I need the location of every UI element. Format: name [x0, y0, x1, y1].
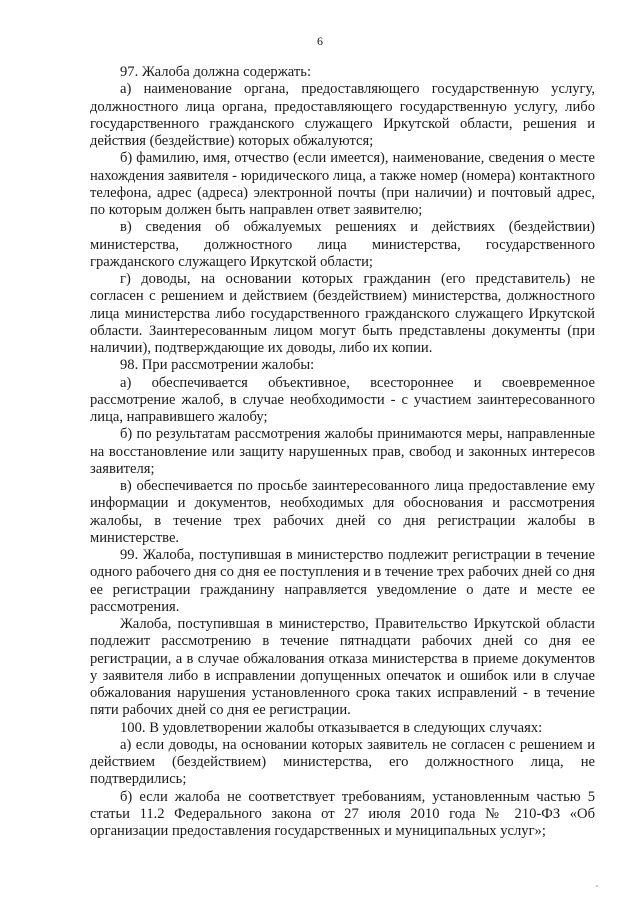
- scan-speck: [596, 885, 598, 887]
- paragraph: Жалоба, поступившая в министерство, Правительство Иркутской области подлежит рассмотрению в течение пятнадцати рабочих дней со дня ее регистрации, а в случае обжалования отказа министерства в приеме документов у заявителя либо в исправлении допущенных опечаток и ошибок или в случае обжалования нарушения установленного срока таких исправлений - в течение пяти рабочих дней со дня ее регистрации.: [90, 616, 595, 719]
- paragraph: 100. В удовлетворении жалобы отказывается в следующих случаях:: [120, 719, 543, 736]
- paragraph: а) наименование органа, предоставляющего государственную услугу, должностного лица органа, предоставляющего государственную услугу, либо государственного гражданского служащего Иркутской области, решения и действия (бездействие) которых обжалуются;: [90, 81, 595, 149]
- paragraph: в) сведения об обжалуемых решениях и действиях (бездействии) министерства, должностного лица министерства, государственного гражданского служащего Иркутской области;: [90, 219, 595, 270]
- paragraph: б) фамилию, имя, отчество (если имеется), наименование, сведения о месте нахождения заявителя - юридического лица, а также номер (номера) контактного телефона, адрес (адреса) электронной почты (при наличии) и почтовый адрес, по которым должен быть направлен ответ заявителю;: [90, 150, 595, 218]
- paragraph: б) если жалоба не соответствует требованиям, установленным частью 5 статьи 11.2 Федерального закона от 27 июля 2010 года № 210-ФЗ «Об организации предоставления государственных и муниципальных услуг»;: [90, 788, 595, 839]
- page-number: 6: [317, 34, 323, 48]
- paragraph: г) доводы, на основании которых гражданин (его представитель) не согласен с решением и действием (бездействием) министерства, должностного лица министерства либо государственного гражданского служащего Иркутской области. Заинтересованным лицом могут быть представлены документы (при наличии), подтверждающие их доводы, либо их копии.: [90, 271, 595, 356]
- paragraph: 98. При рассмотрении жалобы:: [120, 357, 315, 374]
- paragraph: 97. Жалоба должна содержать:: [120, 64, 311, 80]
- document-body: [90, 64, 595, 840]
- paragraph: а) если доводы, на основании которых заявитель не согласен с решением и действием (бездействием) министерства, его должностного лица, не подтвердились;: [90, 736, 595, 788]
- paragraph: 99. Жалоба, поступившая в министерство подлежит регистрации в течение одного рабочего дня со дня ее поступления и в течение трех рабочих дней со дня ее регистрации гражданину направляется уведомление о дате и месте ее рассмотрения.: [90, 547, 595, 615]
- paragraph: а) обеспечивается объективное, всестороннее и своевременное рассмотрение жалоб, в случае необходимости - с участием заинтересованного лица, направившего жалобу;: [90, 374, 595, 425]
- paragraph: б) по результатам рассмотрения жалобы принимаются меры, направленные на восстановление или защиту нарушенных прав, свобод и законных интересов заявителя;: [90, 426, 595, 477]
- paragraph: в) обеспечивается по просьбе заинтересованного лица предоставление ему информации и документов, необходимых для обоснования и рассмотрения жалобы, в течение трех рабочих дней со дня регистрации жалобы в министерстве.: [90, 478, 595, 546]
